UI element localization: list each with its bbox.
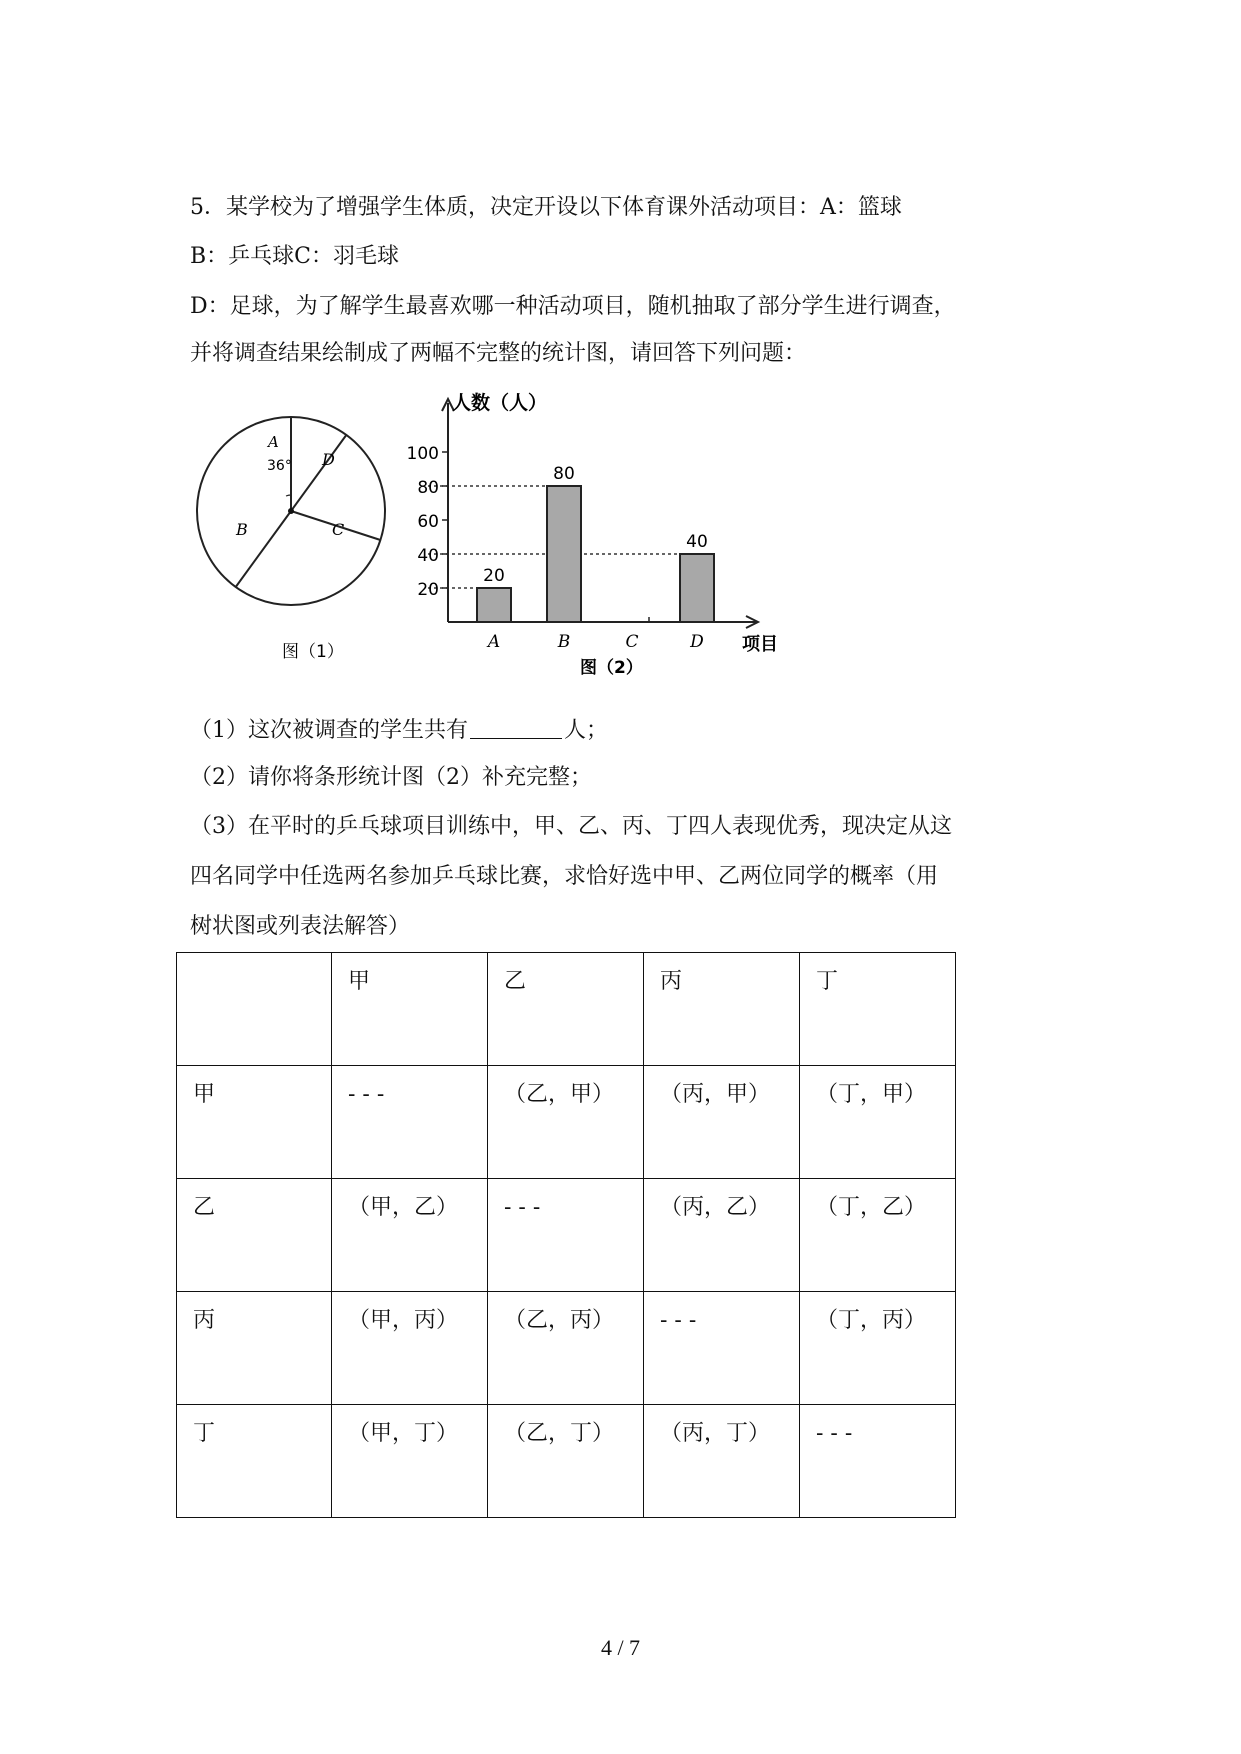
sub-question-1-suffix: 人；	[564, 718, 609, 743]
y-tick-label: 100	[406, 444, 439, 464]
table-cell: （甲，丁）	[332, 1405, 488, 1518]
table-cell: - - -	[488, 1179, 644, 1292]
table-cell: 甲	[177, 1066, 332, 1179]
probability-table	[176, 952, 956, 1518]
table-row	[177, 1066, 956, 1179]
table-row	[177, 1405, 956, 1518]
pie-label-d: D	[322, 450, 335, 469]
bar-B	[547, 486, 581, 622]
table-cell: 丙	[177, 1292, 332, 1405]
table-cell: （丙，甲）	[644, 1066, 800, 1179]
bar-data-label: 20	[483, 566, 505, 586]
y-tick-label: 20	[417, 580, 439, 600]
bar-x-label: 项目	[742, 634, 778, 655]
table-cell: （丁，乙）	[800, 1179, 956, 1292]
pie-label-a: A	[268, 433, 279, 451]
table-cell: 丁	[177, 1405, 332, 1518]
pie-caption: 图（1）	[282, 642, 344, 662]
table-row	[177, 1292, 956, 1405]
table-cell: （乙，甲）	[488, 1066, 644, 1179]
table-cell: （甲，乙）	[332, 1179, 488, 1292]
table-cell: - - -	[644, 1292, 800, 1405]
sub-question-1-prefix: （1）这次被调查的学生共有	[190, 718, 468, 743]
question-line-4: 并将调查结果绘制成了两幅不完整的统计图，请回答下列问题：	[190, 341, 807, 366]
sub-question-3-line-1: （3）在平时的乒乓球项目训练中，甲、乙、丙、丁四人表现优秀，现决定从这	[190, 814, 952, 839]
x-category-label: D	[690, 632, 704, 652]
sub-question-3-line-3: 树状图或列表法解答）	[190, 914, 411, 939]
bar-D	[680, 554, 714, 622]
figures	[190, 385, 810, 695]
pie-label-c: C	[332, 520, 345, 539]
pie-label-b: B	[236, 520, 248, 539]
bar-y-label: 人数（人）	[452, 392, 548, 414]
table-cell: （丙，丁）	[644, 1405, 800, 1518]
question-line-2: B：乒乓球C：羽毛球	[190, 244, 400, 269]
question-line-1: 5．某学校为了增强学生体质，决定开设以下体育课外活动项目：A：篮球	[190, 195, 902, 220]
y-tick-label: 60	[417, 512, 439, 532]
table-cell: （乙，丁）	[488, 1405, 644, 1518]
table-cell: （丁，甲）	[800, 1066, 956, 1179]
bar-data-label: 40	[686, 532, 708, 552]
sub-question-2: （2）请你将条形统计图（2）补充完整；	[190, 765, 592, 790]
answer-blank[interactable]	[470, 714, 562, 739]
table-cell	[177, 953, 332, 1066]
page-number: 4 / 7	[600, 1635, 641, 1660]
pie-angle-label: 36°	[267, 458, 292, 474]
bar-chart	[407, 391, 778, 678]
table-cell: （丁，丙）	[800, 1292, 956, 1405]
y-tick-label: 80	[417, 478, 439, 498]
table-cell: （甲，丙）	[332, 1292, 488, 1405]
table-row	[177, 1179, 956, 1292]
table-cell: 丙	[644, 953, 800, 1066]
pie-center	[288, 508, 294, 514]
table-cell: （丙，乙）	[644, 1179, 800, 1292]
table-cell: 乙	[488, 953, 644, 1066]
table-header-row	[177, 953, 956, 1066]
table-cell: 乙	[177, 1179, 332, 1292]
x-category-label: B	[557, 632, 571, 652]
table-cell: 甲	[332, 953, 488, 1066]
y-tick-label: 40	[417, 546, 439, 566]
table-cell: - - -	[800, 1405, 956, 1518]
x-category-label: A	[487, 632, 501, 652]
sub-question-1	[190, 714, 608, 746]
table-cell: （乙，丙）	[488, 1292, 644, 1405]
table-cell: - - -	[332, 1066, 488, 1179]
table-cell: 丁	[800, 953, 956, 1066]
sub-question-3-line-2: 四名同学中任选两名参加乒乓球比赛，求恰好选中甲、乙两位同学的概率（用	[190, 864, 939, 889]
bar-A	[477, 588, 511, 622]
bar-caption: 图（2）	[580, 658, 643, 678]
x-category-label: C	[625, 632, 639, 652]
bar-data-label: 80	[553, 464, 575, 484]
pie-chart	[197, 417, 385, 662]
question-line-3: D：足球，为了解学生最喜欢哪一种活动项目，随机抽取了部分学生进行调查，	[190, 294, 956, 319]
